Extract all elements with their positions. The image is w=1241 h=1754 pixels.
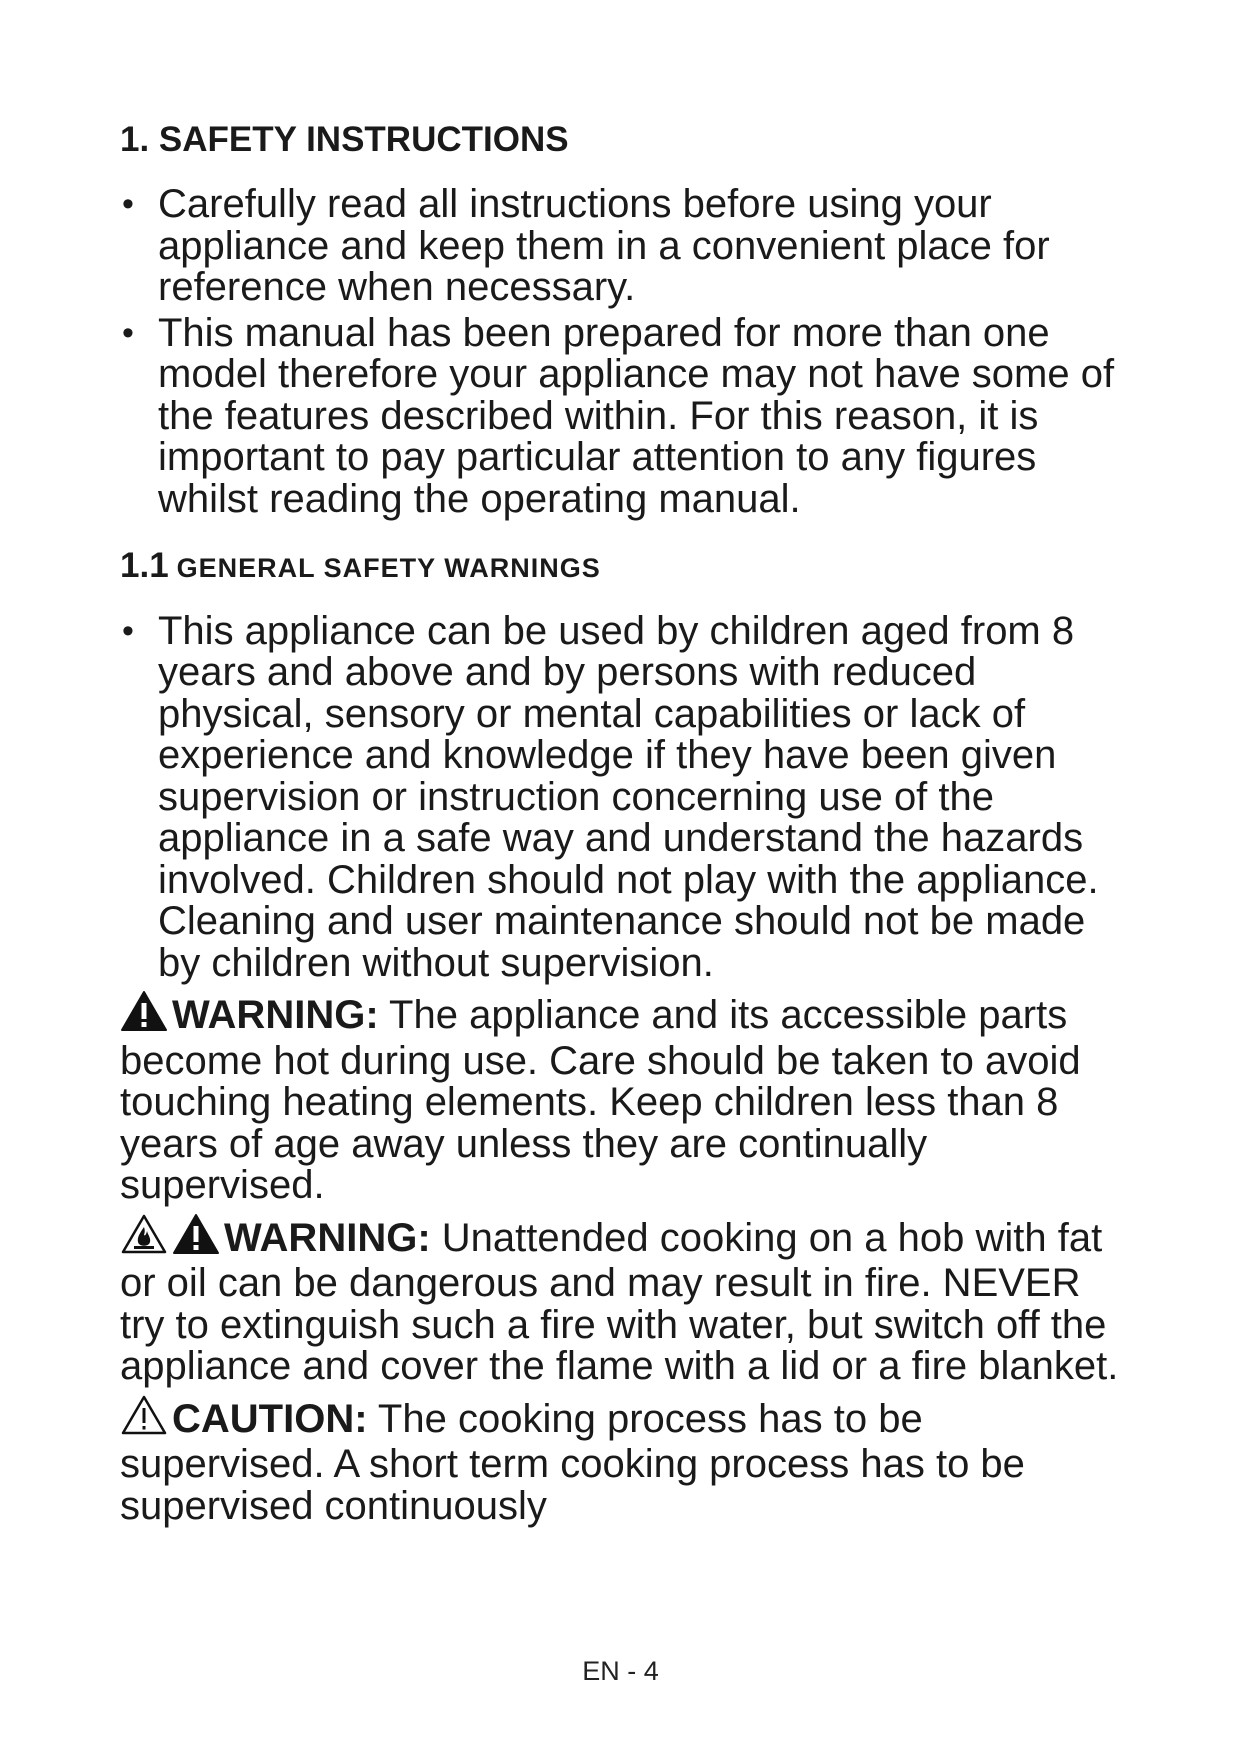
notice-text: The appliance and its accessible parts become hot during use. Care should be taken to avoid touching heating elements. Keep children less than 8 years of age away unless they are continually supervised. [120,993,1081,1207]
warning-notice-fire [120,1213,1130,1388]
manual-page [120,120,1130,1527]
notice-label: WARNING: [224,1215,431,1260]
section-title: GENERAL SAFETY WARNINGS [176,553,601,584]
bullet-icon: • [122,185,134,224]
page-number: EN - 4 [582,1656,659,1686]
page-title: 1. SAFETY INSTRUCTIONS [120,120,569,159]
bullet-text: Carefully read all instructions before using your appliance and keep them in a convenient place for reference when necessary. [158,182,1050,310]
notice-text: Unattended cooking on a hob with fat or oil can be dangerous and may result in fire. NEVER try to extinguish such a fire with water, but switch off the appliance and cover the flame with a lid or a fire blanket. [120,1215,1119,1388]
notice-label: CAUTION: [172,1396,368,1441]
list-item [120,184,1130,309]
list-item [120,310,1130,521]
section-number: 1.1 [120,546,169,586]
notice-text: The cooking process has to be supervised. A short term cooking process has to be supervised continuously [120,1396,1025,1528]
notice-label: WARNING: [172,993,379,1037]
general-bullet-list [120,608,1130,985]
fire-hazard-icon [120,1213,168,1264]
bullet-text: This appliance can be used by children aged from 8 years and above and by persons with reduced physical, sensory or mental capabilities or lack of experience and knowledge if they have been given supervision or instruction concerning use of the appliance in a safe way and understand the hazards involved. Children should not play with the appliance. Cleaning and user maintenance should not be made by children without supervision. [158,608,1099,985]
bullet-icon: • [122,313,134,352]
warning-filled-icon [172,1213,220,1264]
bullet-icon: • [122,611,134,650]
caution-outline-icon [120,1394,168,1445]
section-heading [120,546,1130,586]
caution-notice-supervision [120,1394,1130,1528]
warning-notice-hot-parts [120,990,1130,1207]
intro-bullet-list [120,184,1130,520]
list-item [120,608,1130,985]
bullet-text: This manual has been prepared for more than one model therefore your appliance may not have some of the features described within. For this reason, it is important to pay particular attention to any figures whilst reading the operating manual. [158,310,1115,521]
warning-filled-icon [120,990,168,1041]
